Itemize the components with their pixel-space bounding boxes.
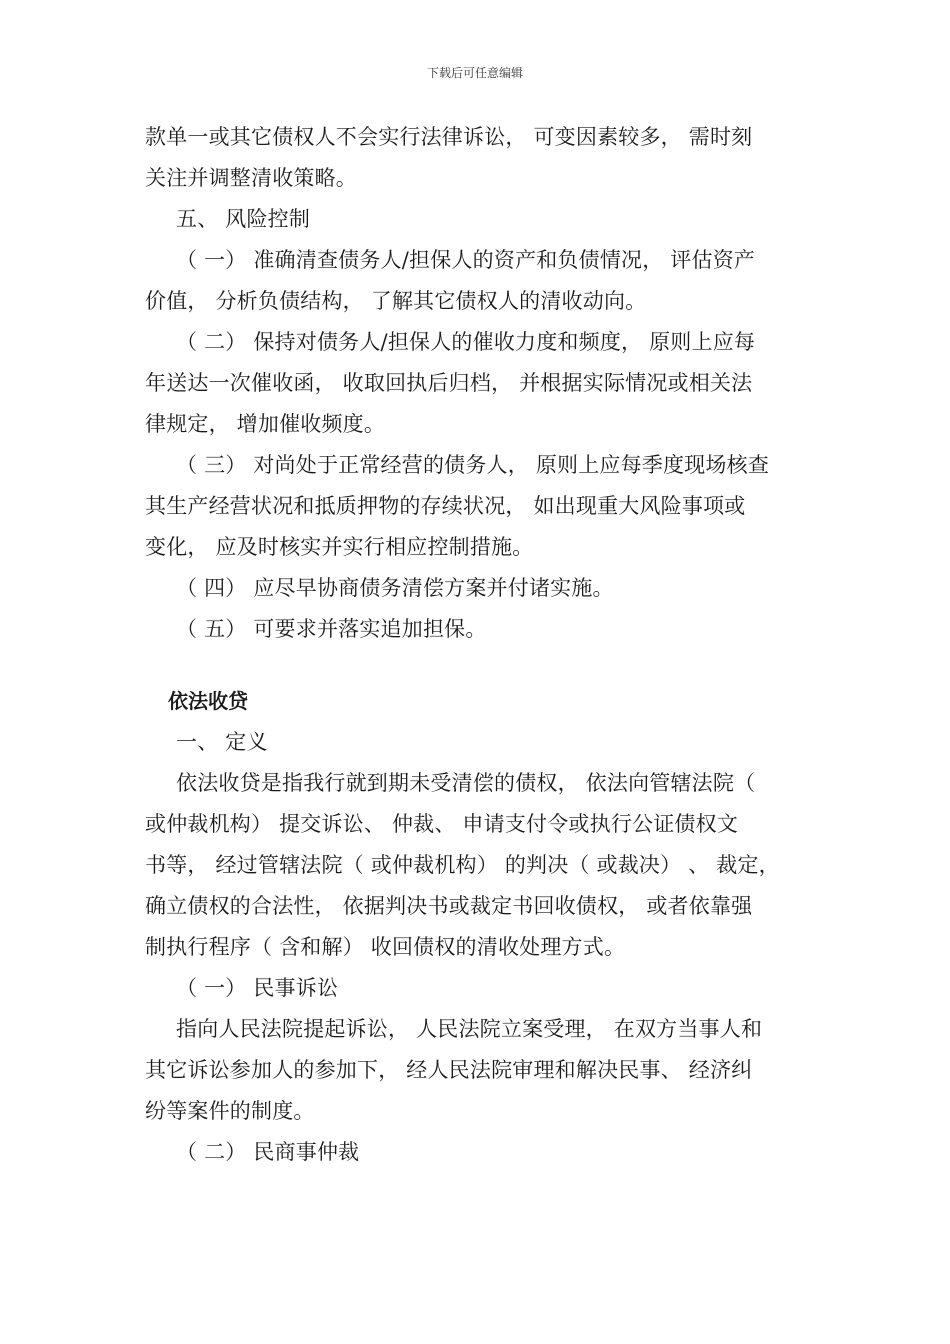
section-heading-legal-recovery: 依法收贷 xyxy=(168,689,248,713)
risk-item-3-cont: 其生产经营状况和抵质押物的存续状况， 如出现重大风险事项或 xyxy=(145,494,746,518)
risk-item-2-cont: 年送达一次催收函， 收取回执后归档， 并根据实际情况或相关法 xyxy=(145,371,753,395)
definition-line: 依法收贷是指我行就到期未受清偿的债权， 依法向管辖法院（ xyxy=(176,771,756,795)
civil-litigation-line: 纷等案件的制度。 xyxy=(145,1099,315,1123)
risk-item-3-cont: 变化， 应及时核实并实行相应控制措施。 xyxy=(145,535,534,559)
civil-litigation-title: （ 一） 民事诉讼 xyxy=(176,976,339,1000)
arbitration-title: （ 二） 民商事仲裁 xyxy=(176,1140,360,1164)
risk-item-2-cont: 律规定， 增加催收频度。 xyxy=(145,412,386,436)
page-header: 下载后可任意编辑 xyxy=(426,66,523,80)
risk-item-5: （ 五） 可要求并落实追加担保。 xyxy=(176,617,487,641)
paragraph-line: 款单一或其它债权人不会实行法律诉讼， 可变因素较多， 需时刻 xyxy=(145,125,753,149)
definition-line: 确立债权的合法性， 依据判决书或裁定书回收债权， 或者依靠强 xyxy=(145,894,753,918)
risk-item-1-cont: 价值， 分析负债结构， 了解其它债权人的清收动向。 xyxy=(145,289,647,313)
definition-line: 书等， 经过管辖法院（ 或仲裁机构） 的判决（ 或裁决） 、 裁定， xyxy=(145,853,780,877)
civil-litigation-line: 其它诉讼参加人的参加下， 经人民法院审理和解决民事、 经济纠 xyxy=(145,1058,753,1082)
risk-item-1: （ 一） 准确清查债务人/担保人的资产和负债情况， 评估资产 xyxy=(176,248,756,272)
risk-item-3: （ 三） 对尚处于正常经营的债务人， 原则上应每季度现场核查 xyxy=(176,453,770,477)
paragraph-line: 关注并调整清收策略。 xyxy=(145,166,357,190)
definition-line: 制执行程序（ 含和解） 收回债权的清收处理方式。 xyxy=(145,935,626,959)
risk-item-2: （ 二） 保持对债务人/担保人的催收力度和频度， 原则上应每 xyxy=(176,330,756,354)
risk-item-4: （ 四） 应尽早协商债务清偿方案并付诸实施。 xyxy=(176,576,614,600)
section-title-risk-control: 五、 风险控制 xyxy=(176,207,311,231)
definition-title: 一、 定义 xyxy=(176,730,268,754)
definition-line: 或仲裁机构） 提交诉讼、 仲裁、 申请支付令或执行公证债权文 xyxy=(145,812,739,836)
civil-litigation-line: 指向人民法院提起诉讼， 人民法院立案受理， 在双方当事人和 xyxy=(176,1017,763,1041)
document-body xyxy=(145,117,810,1173)
